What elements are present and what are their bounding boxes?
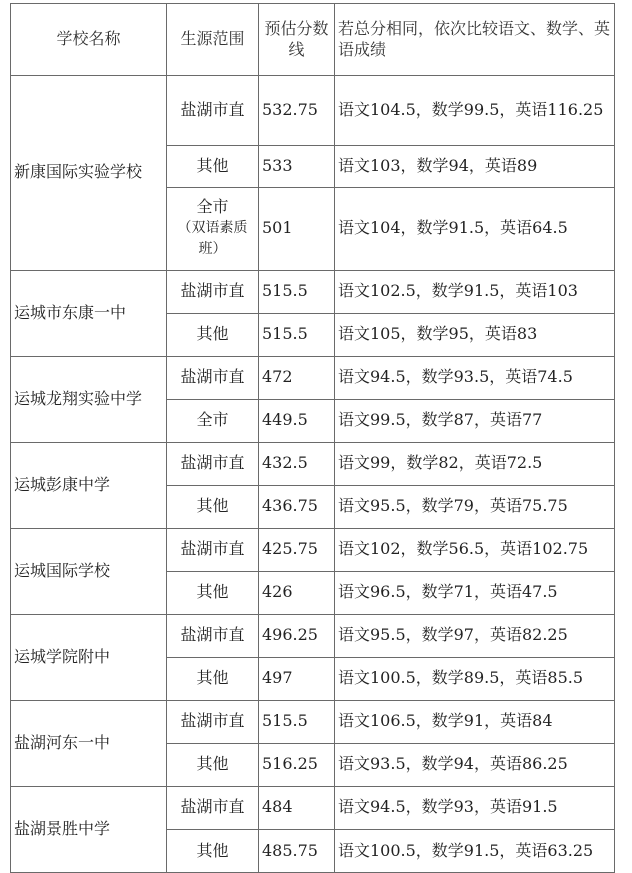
tie-break-cell: 语文100.5，数学89.5，英语85.5 [335, 657, 615, 700]
score-cell: 515.5 [259, 700, 335, 743]
table-row [11, 528, 615, 571]
header-score: 预估分数线 [259, 4, 335, 76]
range-cell: 盐湖市直 [167, 786, 259, 829]
tie-break-cell: 语文99.5，数学87，英语77 [335, 399, 615, 442]
tie-break-cell: 语文96.5，数学71，英语47.5 [335, 571, 615, 614]
score-cell: 484 [259, 786, 335, 829]
range-cell-with-note [167, 187, 259, 270]
range-cell: 其他 [167, 485, 259, 528]
table-row [11, 700, 615, 743]
tie-break-cell: 语文95.5，数学79，英语75.75 [335, 485, 615, 528]
range-label: 全市 [196, 197, 229, 217]
school-name: 运城龙翔实验中学 [11, 356, 167, 442]
score-cell: 432.5 [259, 442, 335, 485]
header-range: 生源范围 [167, 4, 259, 76]
range-cell: 其他 [167, 313, 259, 356]
tie-break-cell: 语文94.5，数学93，英语91.5 [335, 786, 615, 829]
score-cell: 436.75 [259, 485, 335, 528]
range-cell: 全市 [167, 399, 259, 442]
range-cell: 其他 [167, 743, 259, 786]
tie-break-cell: 语文94.5，数学93.5，英语74.5 [335, 356, 615, 399]
school-name: 运城国际学校 [11, 528, 167, 614]
admission-score-table [10, 3, 615, 873]
range-cell: 其他 [167, 829, 259, 872]
table-row [11, 76, 615, 146]
table-row [11, 786, 615, 829]
tie-break-cell: 语文100.5，数学91.5，英语63.25 [335, 829, 615, 872]
tie-break-cell: 语文104.5，数学99.5，英语116.25 [335, 76, 615, 146]
score-cell: 426 [259, 571, 335, 614]
score-cell: 516.25 [259, 743, 335, 786]
tie-break-cell: 语文102.5，数学91.5，英语103 [335, 270, 615, 313]
tie-break-cell: 语文102，数学56.5，英语102.75 [335, 528, 615, 571]
tie-break-cell: 语文103，数学94，英语89 [335, 145, 615, 187]
range-cell: 盐湖市直 [167, 356, 259, 399]
tie-break-cell: 语文106.5，数学91，英语84 [335, 700, 615, 743]
school-name: 运城学院附中 [11, 614, 167, 700]
school-name: 盐湖景胜中学 [11, 786, 167, 872]
range-cell: 盐湖市直 [167, 442, 259, 485]
school-name: 盐湖河东一中 [11, 700, 167, 786]
range-cell: 其他 [167, 657, 259, 700]
tie-break-cell: 语文104，数学91.5，英语64.5 [335, 187, 615, 270]
tie-break-cell: 语文99，数学82，英语72.5 [335, 442, 615, 485]
school-name: 运城彭康中学 [11, 442, 167, 528]
table-row [11, 356, 615, 399]
header-school: 学校名称 [11, 4, 167, 76]
range-cell: 盐湖市直 [167, 614, 259, 657]
tie-break-cell: 语文93.5，数学94，英语86.25 [335, 743, 615, 786]
score-cell: 501 [259, 187, 335, 270]
table-row [11, 270, 615, 313]
score-cell: 485.75 [259, 829, 335, 872]
school-name: 新康国际实验学校 [11, 76, 167, 271]
header-tie-rule: 若总分相同，依次比较语文、数学、英语成绩 [335, 4, 615, 76]
score-cell: 425.75 [259, 528, 335, 571]
score-cell: 515.5 [259, 313, 335, 356]
tie-break-cell: 语文95.5，数学97，英语82.25 [335, 614, 615, 657]
score-cell: 532.75 [259, 76, 335, 146]
range-cell: 其他 [167, 571, 259, 614]
score-cell: 496.25 [259, 614, 335, 657]
score-cell: 472 [259, 356, 335, 399]
range-note: （双语素质班） [177, 220, 248, 258]
range-cell: 盐湖市直 [167, 270, 259, 313]
tie-break-cell: 语文105，数学95，英语83 [335, 313, 615, 356]
table-body [11, 76, 615, 873]
range-cell: 其他 [167, 145, 259, 187]
range-cell: 盐湖市直 [167, 528, 259, 571]
score-cell: 515.5 [259, 270, 335, 313]
score-cell: 449.5 [259, 399, 335, 442]
table-row [11, 442, 615, 485]
header-row [11, 4, 615, 76]
score-cell: 533 [259, 145, 335, 187]
school-name: 运城市东康一中 [11, 270, 167, 356]
range-cell: 盐湖市直 [167, 76, 259, 146]
table-row [11, 614, 615, 657]
range-cell: 盐湖市直 [167, 700, 259, 743]
score-cell: 497 [259, 657, 335, 700]
